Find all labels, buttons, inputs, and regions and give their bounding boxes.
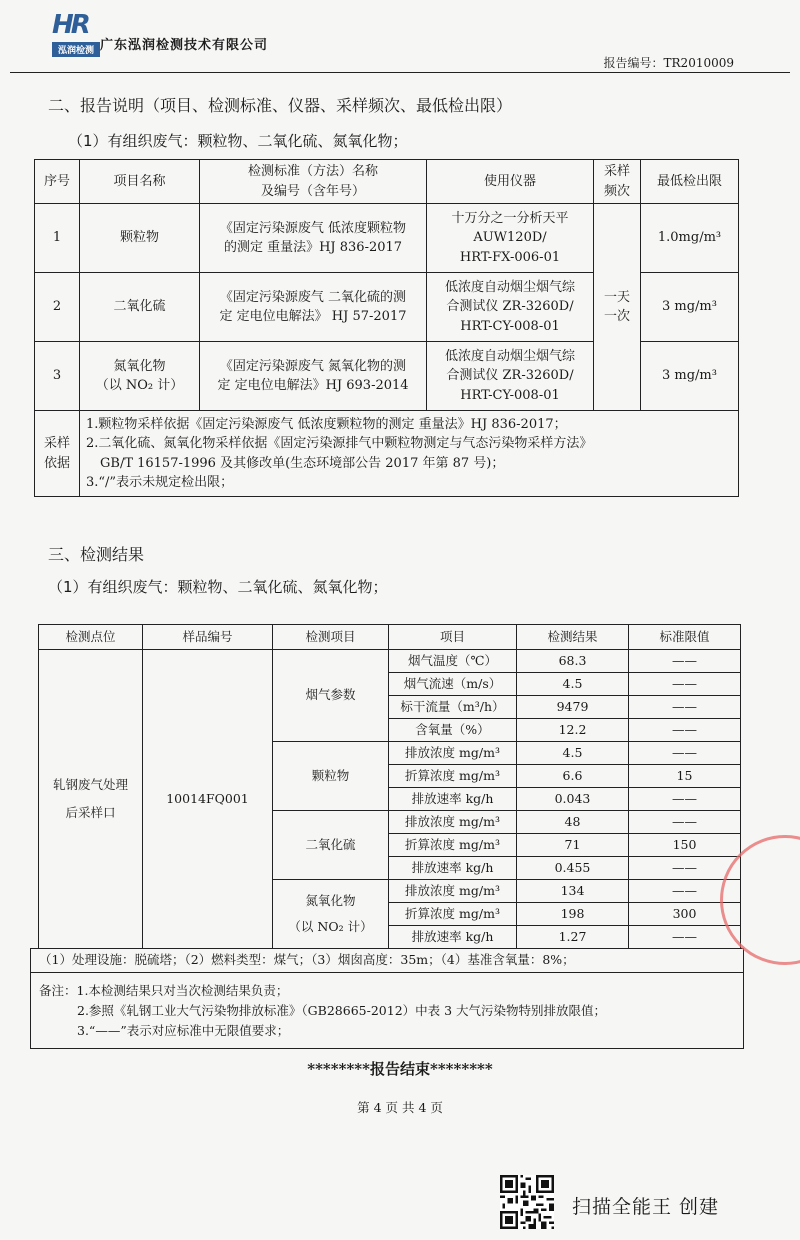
item-cell: 烟气流速（m/s）: [389, 673, 517, 696]
section2-subtitle: （1）有组织废气：颗粒物、二氧化硫、氮氧化物；: [68, 132, 408, 150]
row-instrument: 低浓度自动烟尘烟气综 合测试仪 ZR-3260D/ HRT-CY-008-01: [427, 342, 594, 411]
item-cell: 烟气温度（℃）: [389, 650, 517, 673]
company-logo: [52, 10, 96, 54]
basis-text: 1.颗粒物采样依据《固定污染源废气 低浓度颗粒物的测定 重量法》HJ 836-2017； 2.二氧化硫、氮氧化物采样依据《固定污染源排气中颗粒物测定与气态污染物采样方法》 GB/T 16157-1996 及其修改单(生态环境部公告 2017 年第 87 号)； 3.“/”表示未规定检出限；: [80, 411, 739, 497]
col-frequency: 采样 频次: [594, 160, 641, 204]
col-standard: 标准限值: [629, 625, 741, 650]
item-cell: 排放速率 kg/h: [389, 926, 517, 949]
result-cell: 48: [517, 811, 629, 834]
row-item: 二氧化硫: [80, 273, 200, 342]
standard-cell: ——: [629, 696, 741, 719]
result-cell: 0.043: [517, 788, 629, 811]
logo-text: 泓润检测: [52, 42, 100, 57]
result-cell: 68.3: [517, 650, 629, 673]
scanner-watermark-text: 扫描全能王 创建: [572, 1196, 720, 1218]
remarks: 备注：1.本检测结果只对当次检测结果负责； 2.参照《轧钢工业大气污染物排放标准》（GB28665-2012）中表 3 大气污染物特别排放限值； 3.“——”表示对应标准中无限值要求；: [31, 973, 744, 1049]
section2-title: 二、报告说明（项目、检测标准、仪器、采样频次、最低检出限）: [48, 96, 513, 115]
standard-cell: ——: [629, 811, 741, 834]
basis-label: 采样 依据: [35, 411, 80, 497]
row-limit: 3 mg/m³: [641, 342, 739, 411]
results-header: [39, 625, 741, 650]
sampling-point: 轧钢废气处理 后采样口: [39, 650, 143, 949]
item-cell: 排放速率 kg/h: [389, 788, 517, 811]
item-cell: 标干流量（m³/h）: [389, 696, 517, 719]
standard-cell: ——: [629, 788, 741, 811]
row-limit: 1.0mg/m³: [641, 204, 739, 273]
col-point: 检测点位: [39, 625, 143, 650]
result-cell: 12.2: [517, 719, 629, 742]
result-cell: 1.27: [517, 926, 629, 949]
standard-cell: ——: [629, 650, 741, 673]
standard-cell: ——: [629, 742, 741, 765]
standard-cell: ——: [629, 857, 741, 880]
section3-subtitle: （1）有组织废气：颗粒物、二氧化硫、氮氧化物；: [48, 578, 388, 596]
company-name: 广东泓润检测技术有限公司: [100, 38, 269, 53]
report-end: ********报告结束********: [307, 1060, 493, 1078]
standard-cell: ——: [629, 719, 741, 742]
col-item: 项目名称: [80, 160, 200, 204]
qr-code: [500, 1175, 554, 1229]
group-nox: 氮氧化物 （以 NO₂ 计）: [273, 880, 389, 949]
item-cell: 排放速率 kg/h: [389, 857, 517, 880]
item-cell: 折算浓度 mg/m³: [389, 765, 517, 788]
result-cell: 9479: [517, 696, 629, 719]
result-cell: 6.6: [517, 765, 629, 788]
row-no: 3: [35, 342, 80, 411]
results-notes-table: [30, 948, 744, 1049]
logo-letters: HR: [52, 10, 88, 40]
report-number: 报告编号：TR2010009: [603, 56, 734, 70]
result-cell: 4.5: [517, 742, 629, 765]
row-item: 氮氧化物 （以 NO₂ 计）: [80, 342, 200, 411]
standard-cell: 150: [629, 834, 741, 857]
row-instrument: 低浓度自动烟尘烟气综 合测试仪 ZR-3260D/ HRT-CY-008-01: [427, 273, 594, 342]
col-item: 项目: [389, 625, 517, 650]
col-standard: 检测标准（方法）名称 及编号（含年号）: [200, 160, 427, 204]
row-instrument: 十万分之一分析天平 AUW120D/ HRT-FX-006-01: [427, 204, 594, 273]
result-cell: 71: [517, 834, 629, 857]
result-cell: 198: [517, 903, 629, 926]
row-no: 2: [35, 273, 80, 342]
results-table: [38, 624, 741, 949]
table-row: [39, 650, 741, 673]
item-cell: 排放浓度 mg/m³: [389, 811, 517, 834]
standard-cell: 15: [629, 765, 741, 788]
item-cell: 折算浓度 mg/m³: [389, 903, 517, 926]
row-no: 1: [35, 204, 80, 273]
group-flue-gas: 烟气参数: [273, 650, 389, 742]
col-limit: 最低检出限: [641, 160, 739, 204]
facility-info: （1）处理设施：脱硫塔；（2）燃料类型：煤气；（3）烟囱高度：35m；（4）基准含氧量：8%；: [31, 949, 744, 973]
item-cell: 排放浓度 mg/m³: [389, 880, 517, 903]
row-standard: 《固定污染源废气 低浓度颗粒物 的测定 重量法》HJ 836-2017: [200, 204, 427, 273]
group-particulate: 颗粒物: [273, 742, 389, 811]
row-limit: 3 mg/m³: [641, 273, 739, 342]
row-standard: 《固定污染源废气 二氧化硫的测 定 定电位电解法》 HJ 57-2017: [200, 273, 427, 342]
header-rule: [10, 72, 790, 73]
row-item: 颗粒物: [80, 204, 200, 273]
standard-cell: ——: [629, 926, 741, 949]
row-standard: 《固定污染源废气 氮氧化物的测 定 定电位电解法》HJ 693-2014: [200, 342, 427, 411]
standard-cell: 300: [629, 903, 741, 926]
sampling-frequency: 一天 一次: [594, 204, 641, 411]
method-table-header: [35, 160, 739, 204]
col-sample: 样品编号: [143, 625, 273, 650]
result-cell: 0.455: [517, 857, 629, 880]
method-row: [35, 204, 739, 273]
standard-cell: ——: [629, 673, 741, 696]
result-cell: 4.5: [517, 673, 629, 696]
col-no: 序号: [35, 160, 80, 204]
group-so2: 二氧化硫: [273, 811, 389, 880]
item-cell: 折算浓度 mg/m³: [389, 834, 517, 857]
standard-cell: ——: [629, 880, 741, 903]
col-result: 检测结果: [517, 625, 629, 650]
section3-title: 三、检测结果: [48, 545, 145, 564]
item-cell: 排放浓度 mg/m³: [389, 742, 517, 765]
col-group: 检测项目: [273, 625, 389, 650]
page-number: 第 4 页 共 4 页: [357, 1100, 443, 1115]
result-cell: 134: [517, 880, 629, 903]
method-table: [34, 159, 739, 497]
item-cell: 含氧量（%）: [389, 719, 517, 742]
sampling-basis-row: [35, 411, 739, 497]
sample-number: 10014FQ001: [143, 650, 273, 949]
col-instrument: 使用仪器: [427, 160, 594, 204]
